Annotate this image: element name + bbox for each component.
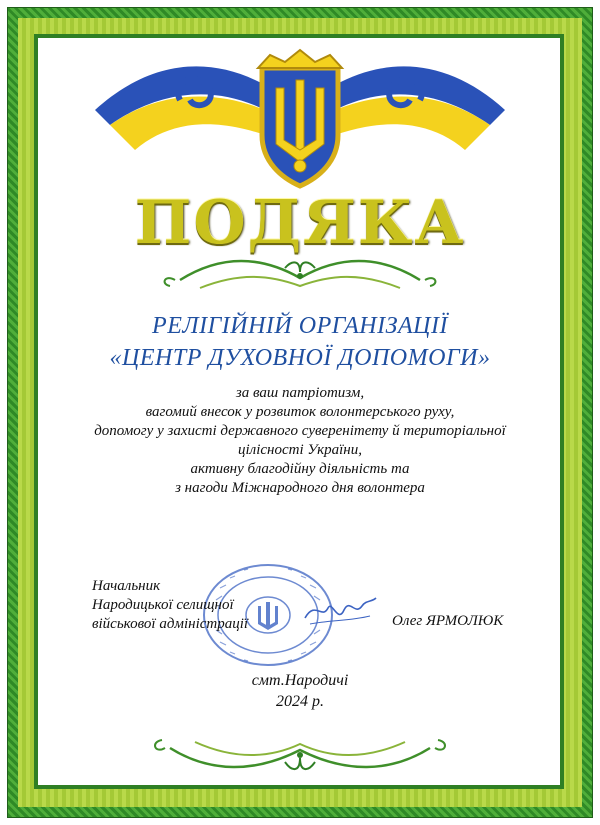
body-line: активну благодійну діяльність та <box>190 461 410 477</box>
emblem-banner <box>0 0 600 200</box>
gratitude-text <box>70 384 530 498</box>
flourish-ornament-bottom <box>0 728 600 783</box>
signer-name: Олег ЯРМОЛЮК <box>392 613 504 629</box>
stamp-trident-icon <box>258 602 278 630</box>
handwritten-signature <box>300 590 380 630</box>
position-line: Народицької селищної <box>92 597 234 613</box>
position-line: військової адміністрації <box>92 616 249 632</box>
position-line: Начальник <box>92 578 161 594</box>
shield-crown-icon <box>258 50 342 68</box>
recipient-line-2: «ЦЕНТР ДУХОВНОЇ ДОПОМОГИ» <box>109 345 491 371</box>
signer-position <box>92 577 248 634</box>
body-line: допомогу у захисті державного суверенітету й територіальної <box>94 423 506 439</box>
flourish-ornament-top <box>0 250 600 300</box>
recipient-line-1: РЕЛІГІЙНІЙ ОРГАНІЗАЦІЇ <box>152 313 448 339</box>
certificate-title: ПОДЯКА <box>134 188 466 258</box>
issue-year: 2024 р. <box>276 693 324 710</box>
body-line: вагомий внесок у розвиток волонтерського руху, <box>145 404 455 420</box>
body-line: цілісності України, <box>238 442 362 458</box>
body-line: з нагоди Міжнародного дня волонтера <box>175 480 425 496</box>
place-name: смт.Народичі <box>251 672 349 689</box>
body-line: за ваш патріотизм, <box>235 385 365 401</box>
